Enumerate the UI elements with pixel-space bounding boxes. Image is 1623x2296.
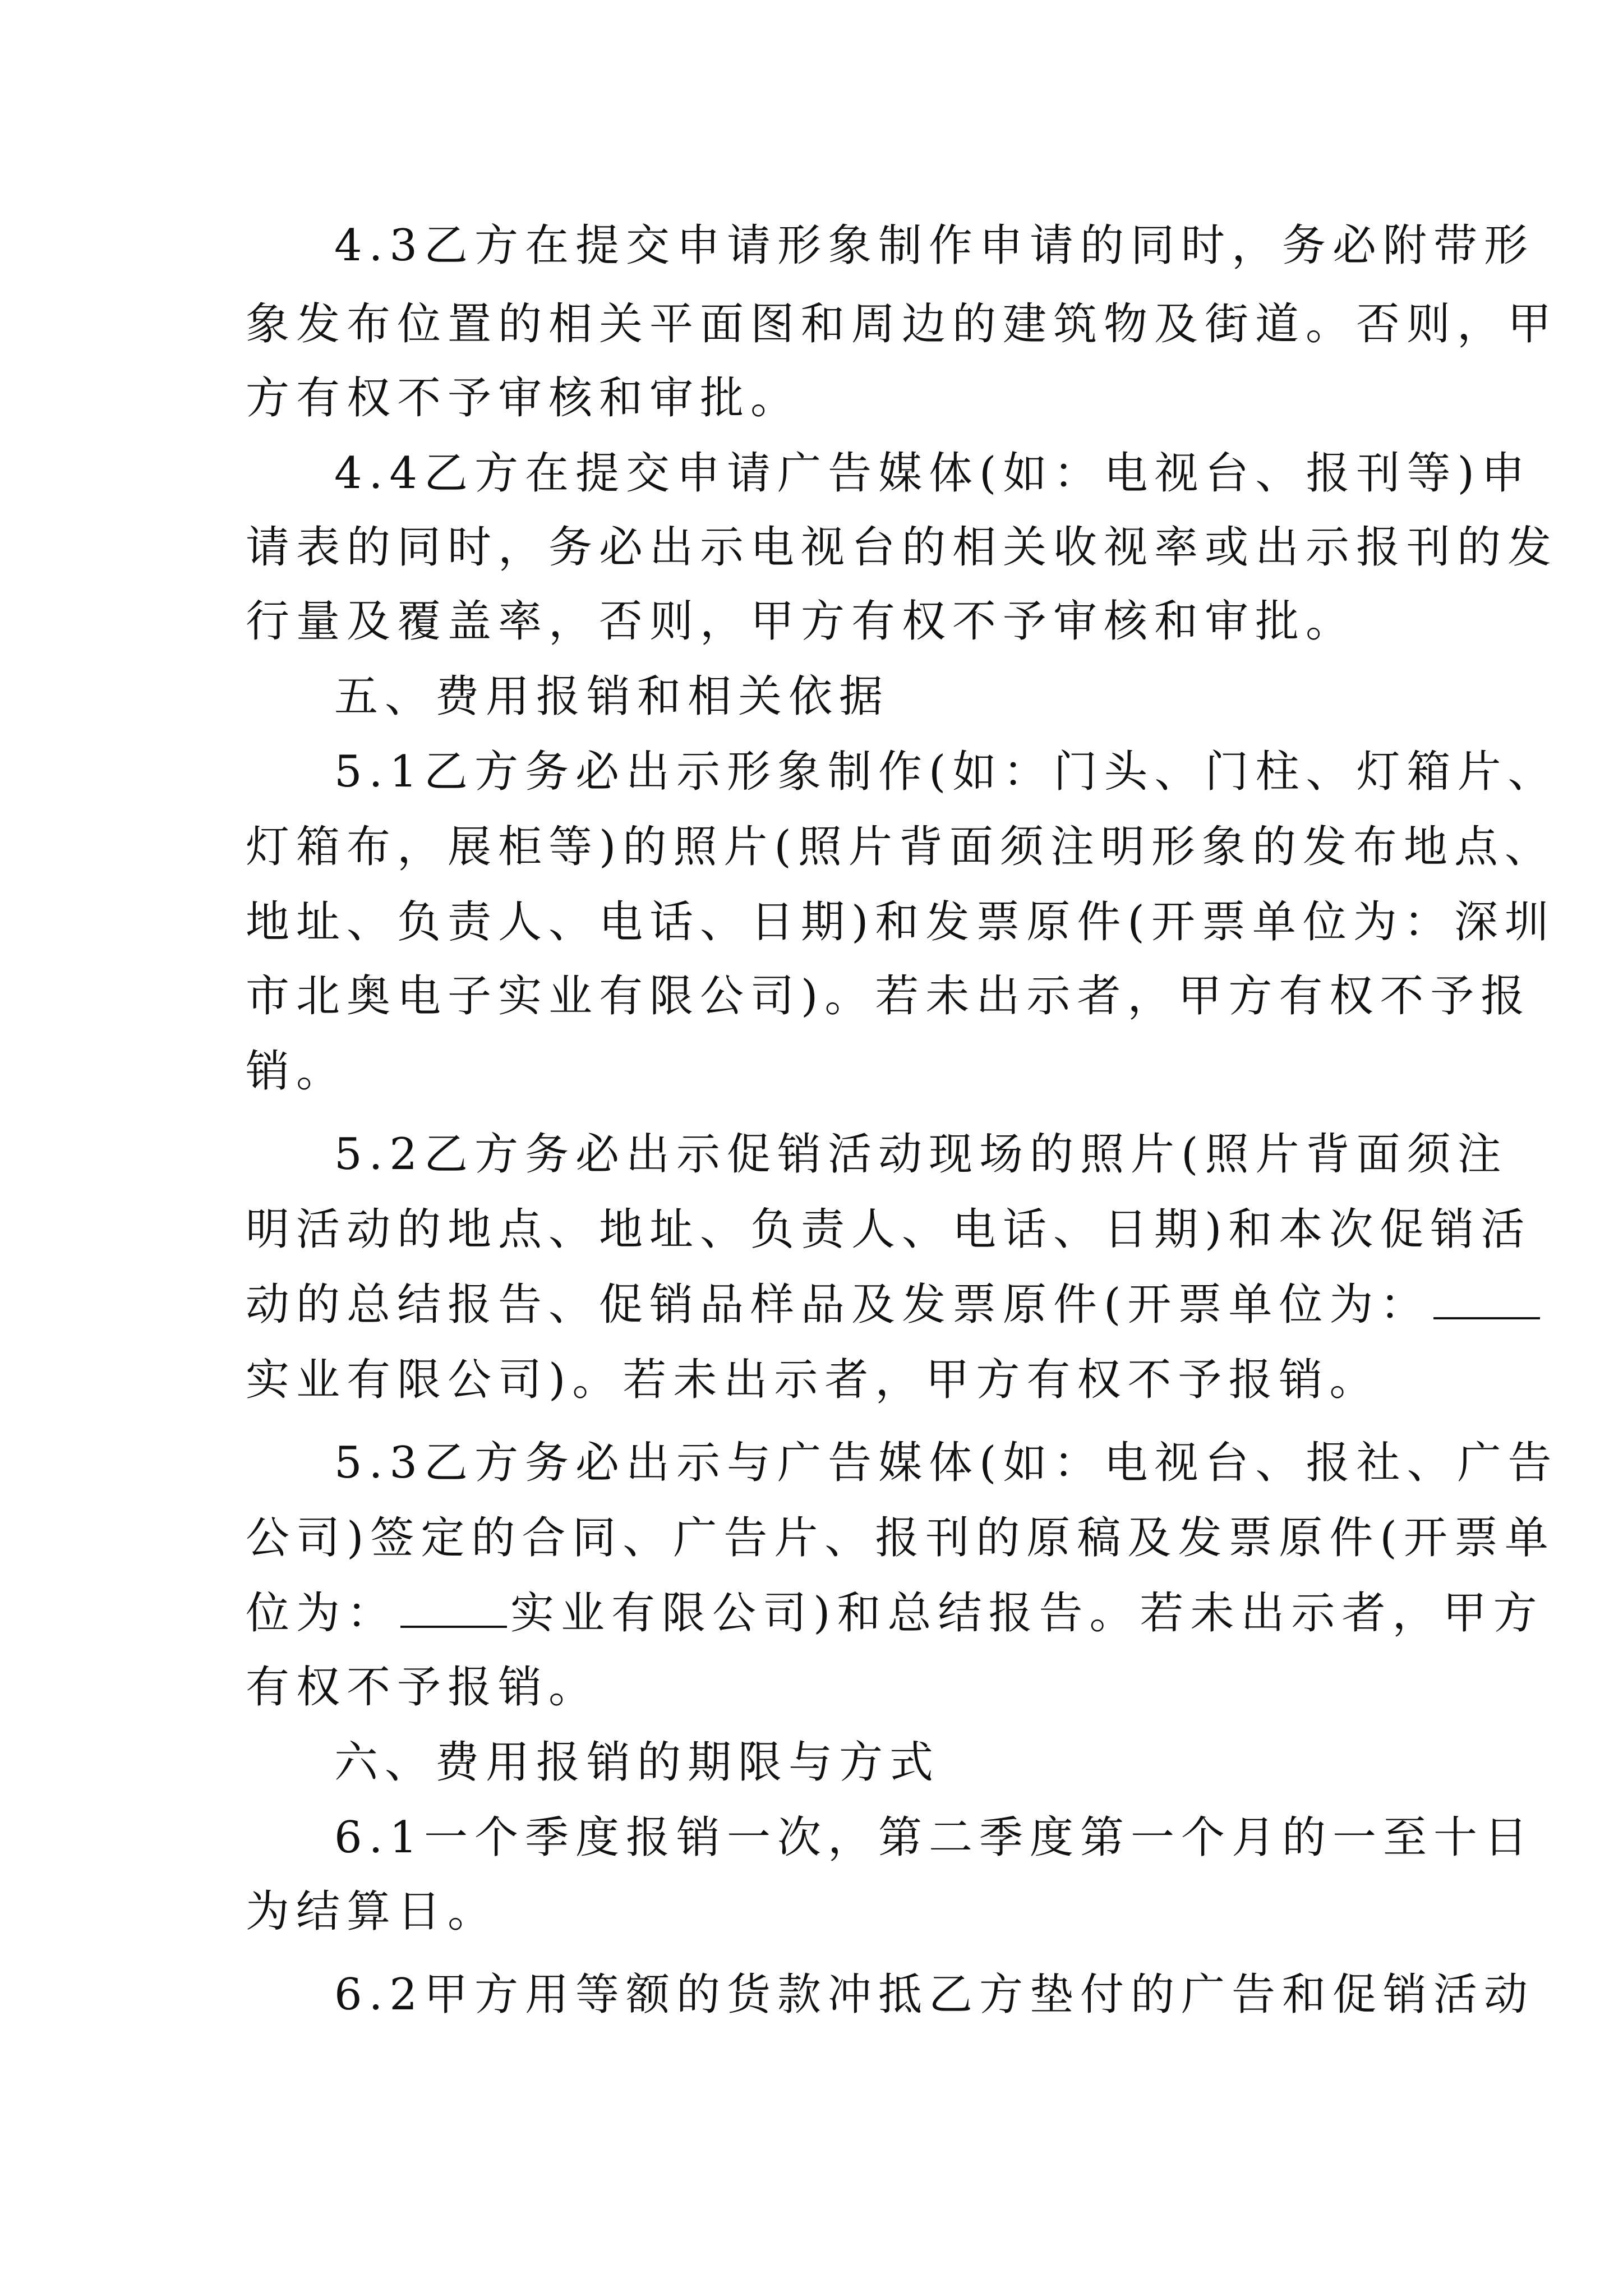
text-line: 行量及覆盖率，否则，甲方有权不予审核和审批。 (246, 596, 1357, 647)
text-segment: 位为： (246, 1588, 398, 1639)
section-heading: 五、费用报销和相关依据 (334, 671, 890, 722)
text-line: 5.2乙方务必出示促销活动现场的照片(照片背面须注 (334, 1129, 1508, 1180)
text-line: 5.3乙方务必出示与广告媒体(如：电视台、报社、广告 (334, 1438, 1559, 1488)
text-line: 为结算日。 (246, 1887, 499, 1937)
text-segment: 动的总结报告、促销品样品及发票原件(开票单位为： (246, 1280, 1431, 1330)
text-line: 5.1乙方务必出示形象制作(如：门头、门柱、灯箱片、 (334, 747, 1559, 797)
text-line: 实业有限公司)。若未出示者，甲方有权不予报销。 (246, 1355, 1380, 1405)
text-segment: 实业有限公司)和总结报告。若未出示者，甲方 (510, 1588, 1544, 1639)
text-line: 象发布位置的相关平面图和周边的建筑物及街道。否则，甲 (246, 299, 1559, 349)
text-line: 有权不予报销。 (246, 1662, 600, 1713)
text-line: 4.4乙方在提交申请广告媒体(如：电视台、报刊等)申 (334, 448, 1532, 499)
text-line: 灯箱布，展柜等)的照片(照片背面须注明形象的发布地点、 (246, 822, 1555, 872)
fill-in-blank (1433, 1281, 1540, 1319)
text-line: 市北奥电子实业有限公司)。若未出示者，甲方有权不予报 (246, 971, 1532, 1022)
text-line: 4.3乙方在提交申请形象制作申请的同时，务必附带形 (334, 220, 1535, 271)
text-line: 6.1一个季度报销一次，第二季度第一个月的一至十日 (334, 1812, 1535, 1863)
text-line: 地址、负责人、电话、日期)和发票原件(开票单位为：深圳 (246, 897, 1555, 947)
text-line: 公司)签定的合同、广告片、报刊的原稿及发票原件(开票单 (246, 1513, 1555, 1563)
text-line (246, 1588, 1543, 1639)
text-line: 请表的同时，务必出示电视台的相关收视率或出示报刊的发 (246, 522, 1559, 573)
text-line: 方有权不予审核和审批。 (246, 373, 801, 424)
fill-in-blank (400, 1590, 507, 1628)
text-line (246, 1279, 1543, 1331)
text-line: 明活动的地点、地址、负责人、电话、日期)和本次促销活 (246, 1204, 1532, 1255)
text-line: 6.2甲方用等额的货款冲抵乙方垫付的广告和促销活动 (334, 1970, 1535, 2020)
section-heading: 六、费用报销的期限与方式 (334, 1737, 940, 1788)
text-line: 销。 (246, 1046, 347, 1097)
